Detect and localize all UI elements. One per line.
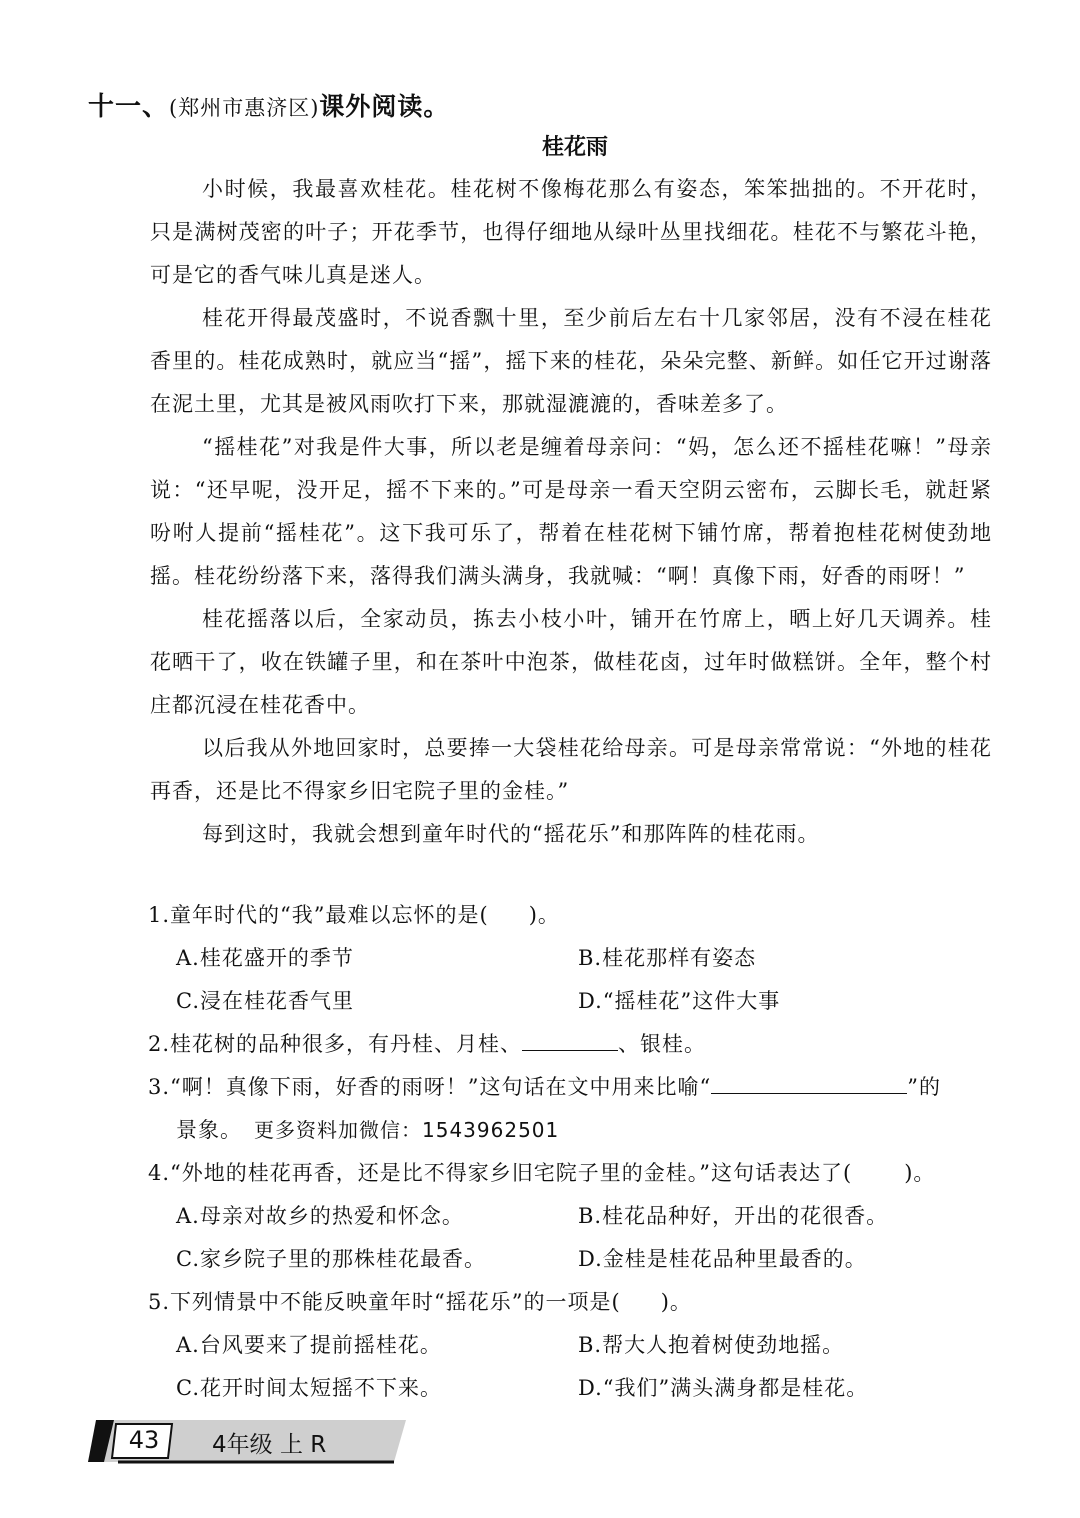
question-4-options bbox=[148, 1195, 994, 1281]
q1-option-c: C.浸在桂花香气里 bbox=[176, 989, 354, 1013]
q5-option-b: B.帮大人抱着树使劲地摇。 bbox=[578, 1333, 845, 1357]
article-paragraph-5: 以后我从外地回家时，总要捧一大袋桂花给母亲。可是母亲常常说：“外地的桂花再香，还是比不得家乡旧宅院子里的金桂。” bbox=[150, 736, 992, 803]
q4-option-a: A.母亲对故乡的热爱和怀念。 bbox=[176, 1204, 464, 1228]
fill-blank-3[interactable] bbox=[711, 1075, 907, 1094]
page-number: 43 bbox=[128, 1426, 160, 1454]
q4-option-b: B.桂花品种好，开出的花很香。 bbox=[578, 1204, 889, 1228]
q4-option-c: C.家乡院子里的那株桂花最香。 bbox=[176, 1247, 486, 1271]
question-1: 1.童年时代的“我”最难以忘怀的是( )。 bbox=[148, 903, 560, 927]
question-3: 3.“啊！真像下雨，好香的雨呀！”这句话在文中用来比喻“ ”的 bbox=[148, 1075, 941, 1099]
q4-option-d: D.金桂是桂花品种里最香的。 bbox=[578, 1247, 867, 1271]
question-2: 2.桂花树的品种很多，有丹桂、月桂、 、银桂。 bbox=[148, 1032, 707, 1056]
watermark-text: 更多资料加微信：1543962501 bbox=[254, 1118, 560, 1142]
article-paragraph-2: 桂花开得最茂盛时，不说香飘十里，至少前后左右十几家邻居，没有不浸在桂花香里的。桂花成熟时，就应当“摇”，摇下来的桂花，朵朵完整、新鲜。如任它开过谢落在泥土里，尤其是被风雨吹打下来，那就湿漉漉的，香味差多了。 bbox=[150, 306, 992, 416]
article-paragraph-3: “摇桂花”对我是件大事，所以老是缠着母亲问：“妈，怎么还不摇桂花嘛！”母亲说：“还早呢，没开足，摇不下来的。”可是母亲一看天空阴云密布，云脚长毛，就赶紧吩咐人提前“摇桂花”。这下我可乐了，帮着在桂花树下铺竹席，帮着抱桂花树使劲地摇。桂花纷纷落下来，落得我们满头满身，我就喊：“啊！真像下雨，好香的雨呀！” bbox=[150, 435, 992, 588]
q5-option-a: A.台风要来了提前摇桂花。 bbox=[176, 1333, 442, 1357]
section-label: 课外阅读。 bbox=[319, 92, 450, 121]
article-title: 桂花雨 bbox=[541, 135, 608, 160]
grade-label: 4年级 上 R bbox=[212, 1432, 327, 1458]
article-paragraph-6: 每到这时，我就会想到童年时代的“摇花乐”和那阵阵的桂花雨。 bbox=[202, 822, 820, 846]
question-5: 5.下列情景中不能反映童年时“摇花乐”的一项是( )。 bbox=[148, 1290, 692, 1314]
section-heading bbox=[88, 86, 449, 123]
question-5-options bbox=[148, 1324, 994, 1410]
q5-option-c: C.花开时间太短摇不下来。 bbox=[176, 1376, 442, 1400]
q1-option-d: D.“摇桂花”这件大事 bbox=[578, 989, 781, 1013]
section-number: 十一、 bbox=[88, 92, 170, 122]
question-4: 4.“外地的桂花再香，还是比不得家乡旧宅院子里的金桂。”这句话表达了( )。 bbox=[148, 1161, 936, 1185]
section-source: (郑州市惠济区) bbox=[169, 96, 320, 120]
article-paragraph-4: 桂花摇落以后，全家动员，拣去小枝小叶，铺开在竹席上，晒上好几天调养。桂花晒干了，收在铁罐子里，和在茶叶中泡茶，做桂花卤，过年时做糕饼。全年，整个村庄都沉浸在桂花香中。 bbox=[150, 607, 992, 717]
q1-option-b: B.桂花那样有姿态 bbox=[578, 946, 757, 970]
question-3-continuation: 景象。 更多资料加微信：1543962501 bbox=[176, 1118, 560, 1142]
fill-blank-2[interactable] bbox=[522, 1032, 618, 1051]
page-footer bbox=[88, 1418, 408, 1464]
article-body bbox=[150, 168, 992, 856]
q1-option-a: A.桂花盛开的季节 bbox=[176, 946, 354, 970]
question-1-options bbox=[148, 937, 994, 1023]
article-paragraph-1: 小时候，我最喜欢桂花。桂花树不像梅花那么有姿态，笨笨拙拙的。不开花时，只是满树茂密的叶子；开花季节，也得仔细地从绿叶丛里找细花。桂花不与繁花斗艳，可是它的香气味儿真是迷人。 bbox=[150, 177, 992, 287]
questions bbox=[148, 894, 994, 1410]
q5-option-d: D.“我们”满头满身都是桂花。 bbox=[578, 1376, 869, 1400]
